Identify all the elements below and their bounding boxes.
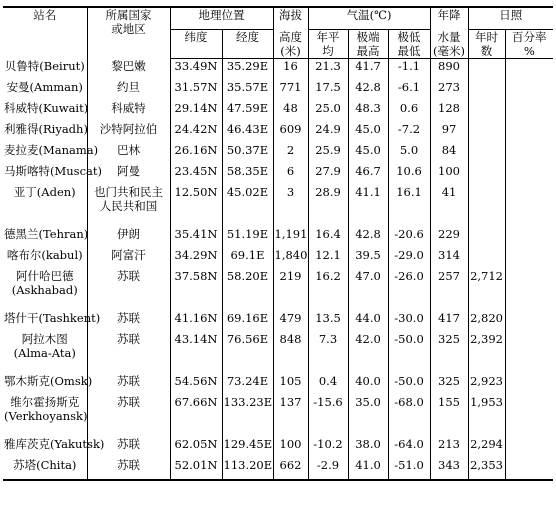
cell-temp-max: 39.5 [348, 248, 388, 269]
cell-region: 苏联 [87, 269, 170, 311]
cell-temp-max: 44.0 [348, 311, 388, 332]
cell-temp-mean: 7.3 [308, 332, 348, 374]
cell-temp-min: -20.6 [388, 227, 430, 248]
cell-temp-mean: 13.5 [308, 311, 348, 332]
cell-temp-min: 0.6 [388, 101, 430, 122]
cell-sun-pct [505, 143, 553, 164]
cell-precip: 417 [430, 311, 468, 332]
cell-alt: 2 [273, 143, 308, 164]
cell-region: 苏联 [87, 437, 170, 458]
header-precip [430, 30, 468, 59]
cell-lon: 113.20E [222, 458, 273, 480]
header-sun-hours-line1: 年时 [475, 30, 499, 44]
cell-alt: 662 [273, 458, 308, 480]
table-row [3, 248, 553, 269]
cell-lat: 43.14N [170, 332, 222, 374]
cell-lat: 26.16N [170, 143, 222, 164]
cell-sun-pct [505, 101, 553, 122]
header-precip-line1: 年降 [430, 7, 468, 30]
cell-lon: 50.37E [222, 143, 273, 164]
cell-alt: 848 [273, 332, 308, 374]
cell-station: 德黑兰(Tehran) [4, 227, 89, 241]
cell-temp-min: -29.0 [388, 248, 430, 269]
cell-sun-pct [505, 227, 553, 248]
cell-temp-mean: -10.2 [308, 437, 348, 458]
cell-lat: 23.45N [170, 164, 222, 185]
cell-precip: 325 [430, 332, 468, 374]
cell-station: 科威特(Kuwait) [4, 101, 89, 115]
cell-precip: 343 [430, 458, 468, 480]
cell-alt: 16 [273, 59, 308, 81]
cell-sun-hours: 2,353 [468, 458, 505, 480]
cell-temp-min: -50.0 [388, 332, 430, 374]
table-body [3, 59, 553, 481]
cell-sun-hours [468, 227, 505, 248]
cell-station-line1: 维尔霍扬斯克 [10, 395, 80, 409]
header-alt [273, 30, 308, 59]
cell-sun-pct [505, 395, 553, 437]
table-row [3, 143, 553, 164]
cell-station-line2: (Verkhoyansk) [4, 409, 88, 423]
cell-sun-pct [505, 437, 553, 458]
cell-lon: 35.29E [222, 59, 273, 81]
cell-sun-pct [505, 122, 553, 143]
cell-temp-max: 45.0 [348, 143, 388, 164]
cell-lat: 33.49N [170, 59, 222, 81]
cell-temp-mean: 27.9 [308, 164, 348, 185]
cell-alt: 219 [273, 269, 308, 311]
cell-precip: 84 [430, 143, 468, 164]
cell-temp-max: 42.0 [348, 332, 388, 374]
cell-temp-max: 40.0 [348, 374, 388, 395]
table-row [3, 164, 553, 185]
header-alt-line3: (米) [280, 43, 301, 58]
header-temp-mean [308, 30, 348, 59]
header-sun-pct [505, 30, 553, 59]
table-row [3, 122, 553, 143]
table-row [3, 332, 553, 374]
cell-temp-min: -50.0 [388, 374, 430, 395]
table-row [3, 395, 553, 437]
cell-alt: 48 [273, 101, 308, 122]
header-precip-line3: (毫米) [433, 43, 466, 58]
header-alt-line1: 海拔 [273, 7, 308, 30]
cell-sun-pct [505, 458, 553, 480]
cell-temp-max: 45.0 [348, 122, 388, 143]
cell-alt: 1,840 [273, 248, 308, 269]
header-temp-mean-line2: 均 [322, 44, 334, 58]
cell-sun-hours [468, 248, 505, 269]
cell-temp-mean: 25.0 [308, 101, 348, 122]
cell-region: 苏联 [87, 311, 170, 332]
header-region-line1: 所属国家 [105, 8, 152, 22]
cell-sun-hours [468, 101, 505, 122]
header-precip-line2: 水量 [437, 29, 461, 44]
cell-precip: 100 [430, 164, 468, 185]
cell-lat: 67.66N [170, 395, 222, 437]
cell-temp-max: 38.0 [348, 437, 388, 458]
cell-station: 喀布尔(kabul) [6, 248, 83, 262]
cell-region: 苏联 [87, 458, 170, 480]
cell-temp-min: 16.1 [388, 185, 430, 227]
cell-precip: 41 [430, 185, 468, 227]
cell-lon: 73.24E [222, 374, 273, 395]
cell-lat: 41.16N [170, 311, 222, 332]
cell-station: 马斯喀特(Muscat) [4, 164, 102, 178]
table-header [3, 7, 553, 59]
cell-precip: 229 [430, 227, 468, 248]
cell-precip: 155 [430, 395, 468, 437]
header-temp-max-line1: 极端 [356, 30, 380, 44]
header-region-line2: 或地区 [111, 22, 146, 36]
cell-lon: 58.35E [222, 164, 273, 185]
header-sun-hours-line2: 数 [480, 44, 493, 58]
cell-lon: 69.1E [222, 248, 273, 269]
cell-temp-min: -64.0 [388, 437, 430, 458]
cell-temp-mean: 0.4 [308, 374, 348, 395]
cell-temp-mean: 12.1 [308, 248, 348, 269]
cell-station [3, 332, 87, 374]
header-temp-min [388, 30, 430, 59]
cell-station-line2: (Alma-Ata) [13, 346, 76, 360]
cell-region-line1: 也门共和民主 [94, 185, 163, 199]
cell-temp-mean: 17.5 [308, 80, 348, 101]
header-temp-max-line2: 最高 [356, 44, 380, 58]
header-temp-min-line1: 极低 [397, 30, 421, 44]
cell-region: 苏联 [87, 395, 170, 437]
cell-lon: 45.02E [222, 185, 273, 227]
cell-temp-max: 48.3 [348, 101, 388, 122]
cell-temp-mean: 28.9 [308, 185, 348, 227]
table-row [3, 80, 553, 101]
cell-sun-pct [505, 164, 553, 185]
cell-alt: 105 [273, 374, 308, 395]
header-temp: 气温(℃) [308, 7, 430, 30]
cell-alt: 609 [273, 122, 308, 143]
cell-station: 苏塔(Chita) [3, 458, 87, 480]
cell-lat: 12.50N [170, 185, 222, 227]
cell-region-line2: 人民共和国 [99, 199, 158, 213]
cell-precip: 890 [430, 59, 468, 81]
cell-lat: 31.57N [170, 80, 222, 101]
cell-temp-mean: 21.3 [308, 59, 348, 81]
cell-region: 苏联 [87, 374, 170, 395]
cell-temp-min: -1.1 [388, 59, 430, 81]
cell-alt: 137 [273, 395, 308, 437]
cell-region: 科威特 [87, 101, 170, 122]
cell-sun-hours [468, 143, 505, 164]
cell-lon: 69.16E [222, 311, 273, 332]
cell-precip: 213 [430, 437, 468, 458]
cell-precip: 257 [430, 269, 468, 311]
cell-lon: 51.19E [222, 227, 273, 248]
cell-temp-min: -7.2 [388, 122, 430, 143]
climate-table [3, 6, 553, 481]
cell-lat: 34.29N [170, 248, 222, 269]
header-lon: 经度 [222, 30, 273, 59]
cell-station: 亚丁(Aden) [13, 185, 76, 199]
table-row [3, 101, 553, 122]
cell-sun-hours: 2,294 [468, 437, 505, 458]
cell-station: 安曼(Amman) [6, 80, 83, 94]
cell-temp-mean: -15.6 [308, 395, 348, 437]
header-sun-hours [468, 30, 505, 59]
cell-lon: 133.23E [222, 395, 273, 437]
cell-region: 阿曼 [87, 164, 170, 185]
cell-sun-pct [505, 248, 553, 269]
cell-region [87, 185, 170, 227]
cell-precip: 273 [430, 80, 468, 101]
cell-temp-max: 46.7 [348, 164, 388, 185]
cell-temp-mean: 25.9 [308, 143, 348, 164]
table-row [3, 185, 553, 227]
cell-temp-max: 41.1 [348, 185, 388, 227]
cell-temp-max: 42.8 [348, 227, 388, 248]
cell-station: 鄂木斯克(Omsk) [4, 374, 93, 388]
cell-precip: 97 [430, 122, 468, 143]
cell-region: 伊朗 [87, 227, 170, 248]
cell-lat: 29.14N [170, 101, 222, 122]
cell-lon: 129.45E [222, 437, 273, 458]
cell-lon: 46.43E [222, 122, 273, 143]
cell-temp-mean: 16.4 [308, 227, 348, 248]
cell-sun-hours: 1,953 [468, 395, 505, 437]
table-row [3, 311, 553, 332]
header-temp-min-line2: 最低 [397, 44, 421, 58]
cell-sun-hours [468, 185, 505, 227]
table-row [3, 458, 553, 480]
cell-sun-hours [468, 59, 505, 81]
cell-lat: 35.41N [170, 227, 222, 248]
cell-region: 沙特阿拉伯 [87, 122, 170, 143]
header-sun-pct-line2: % [523, 44, 535, 58]
cell-sun-pct [505, 269, 553, 311]
cell-temp-mean: 24.9 [308, 122, 348, 143]
header-temp-mean-line1: 年平 [316, 30, 340, 44]
cell-temp-min: -30.0 [388, 311, 430, 332]
cell-sun-hours [468, 122, 505, 143]
cell-lon: 58.20E [222, 269, 273, 311]
cell-sun-pct [505, 80, 553, 101]
header-temp-max [348, 30, 388, 59]
cell-station: 塔什干(Tashkent) [4, 311, 101, 325]
cell-sun-hours: 2,712 [468, 269, 505, 311]
header-sun: 日照 [468, 7, 553, 30]
header-geo: 地理位置 [170, 7, 273, 30]
cell-lon: 35.57E [222, 80, 273, 101]
cell-station: 贝鲁特(Beirut) [4, 58, 85, 73]
cell-region: 巴林 [87, 143, 170, 164]
cell-precip: 128 [430, 101, 468, 122]
cell-temp-mean: -2.9 [308, 458, 348, 480]
cell-alt: 3 [273, 185, 308, 227]
cell-lon: 76.56E [222, 332, 273, 374]
cell-sun-pct [505, 374, 553, 395]
table-row [3, 269, 553, 311]
cell-alt: 6 [273, 164, 308, 185]
cell-alt: 100 [273, 437, 308, 458]
header-station: 站名 [3, 7, 87, 59]
cell-temp-max: 42.8 [348, 80, 388, 101]
cell-station: 麦拉麦(Manama) [4, 143, 99, 157]
cell-lat: 62.05N [170, 437, 222, 458]
cell-temp-max: 41.7 [348, 59, 388, 81]
cell-region: 约旦 [87, 80, 170, 101]
cell-station-line1: 阿拉木图 [21, 332, 68, 346]
cell-temp-min: 5.0 [388, 143, 430, 164]
cell-lat: 24.42N [170, 122, 222, 143]
cell-region: 苏联 [87, 332, 170, 374]
header-sun-pct-line1: 百分率 [512, 30, 547, 44]
header-lat: 纬度 [170, 30, 222, 59]
cell-sun-hours [468, 164, 505, 185]
cell-station-line2: (Askhabad) [11, 283, 78, 297]
cell-temp-mean: 16.2 [308, 269, 348, 311]
cell-lat: 37.58N [170, 269, 222, 311]
cell-sun-pct [505, 185, 553, 227]
cell-station: 利雅得(Riyadh) [4, 122, 88, 136]
cell-temp-min: -26.0 [388, 269, 430, 311]
cell-region: 黎巴嫩 [87, 59, 170, 81]
table-row [3, 227, 553, 248]
cell-sun-pct [505, 332, 553, 374]
cell-lat: 54.56N [170, 374, 222, 395]
cell-sun-pct [505, 59, 553, 81]
cell-lat: 52.01N [170, 458, 222, 480]
cell-temp-max: 41.0 [348, 458, 388, 480]
table-row [3, 374, 553, 395]
cell-sun-hours: 2,820 [468, 311, 505, 332]
cell-alt: 771 [273, 80, 308, 101]
cell-sun-hours: 2,923 [468, 374, 505, 395]
cell-station [3, 395, 87, 437]
cell-temp-min: -6.1 [388, 80, 430, 101]
cell-temp-min: 10.6 [388, 164, 430, 185]
header-alt-line2: 高度 [279, 29, 302, 44]
cell-region: 阿富汗 [87, 248, 170, 269]
table-row [3, 437, 553, 458]
cell-lon: 47.59E [222, 101, 273, 122]
cell-precip: 325 [430, 374, 468, 395]
cell-temp-max: 35.0 [348, 395, 388, 437]
cell-temp-min: -68.0 [388, 395, 430, 437]
cell-precip: 314 [430, 248, 468, 269]
cell-temp-max: 47.0 [348, 269, 388, 311]
cell-station: 雅库茨克(Yakutsk) [4, 437, 105, 451]
table-row [3, 59, 553, 81]
header-region [87, 7, 170, 59]
cell-sun-hours [468, 80, 505, 101]
cell-alt: 1,191 [273, 227, 308, 248]
cell-alt: 479 [273, 311, 308, 332]
cell-sun-pct [505, 311, 553, 332]
cell-station [3, 269, 87, 311]
cell-sun-hours: 2,392 [468, 332, 505, 374]
cell-temp-min: -51.0 [388, 458, 430, 480]
cell-station-line1: 阿什哈巴德 [16, 269, 74, 283]
